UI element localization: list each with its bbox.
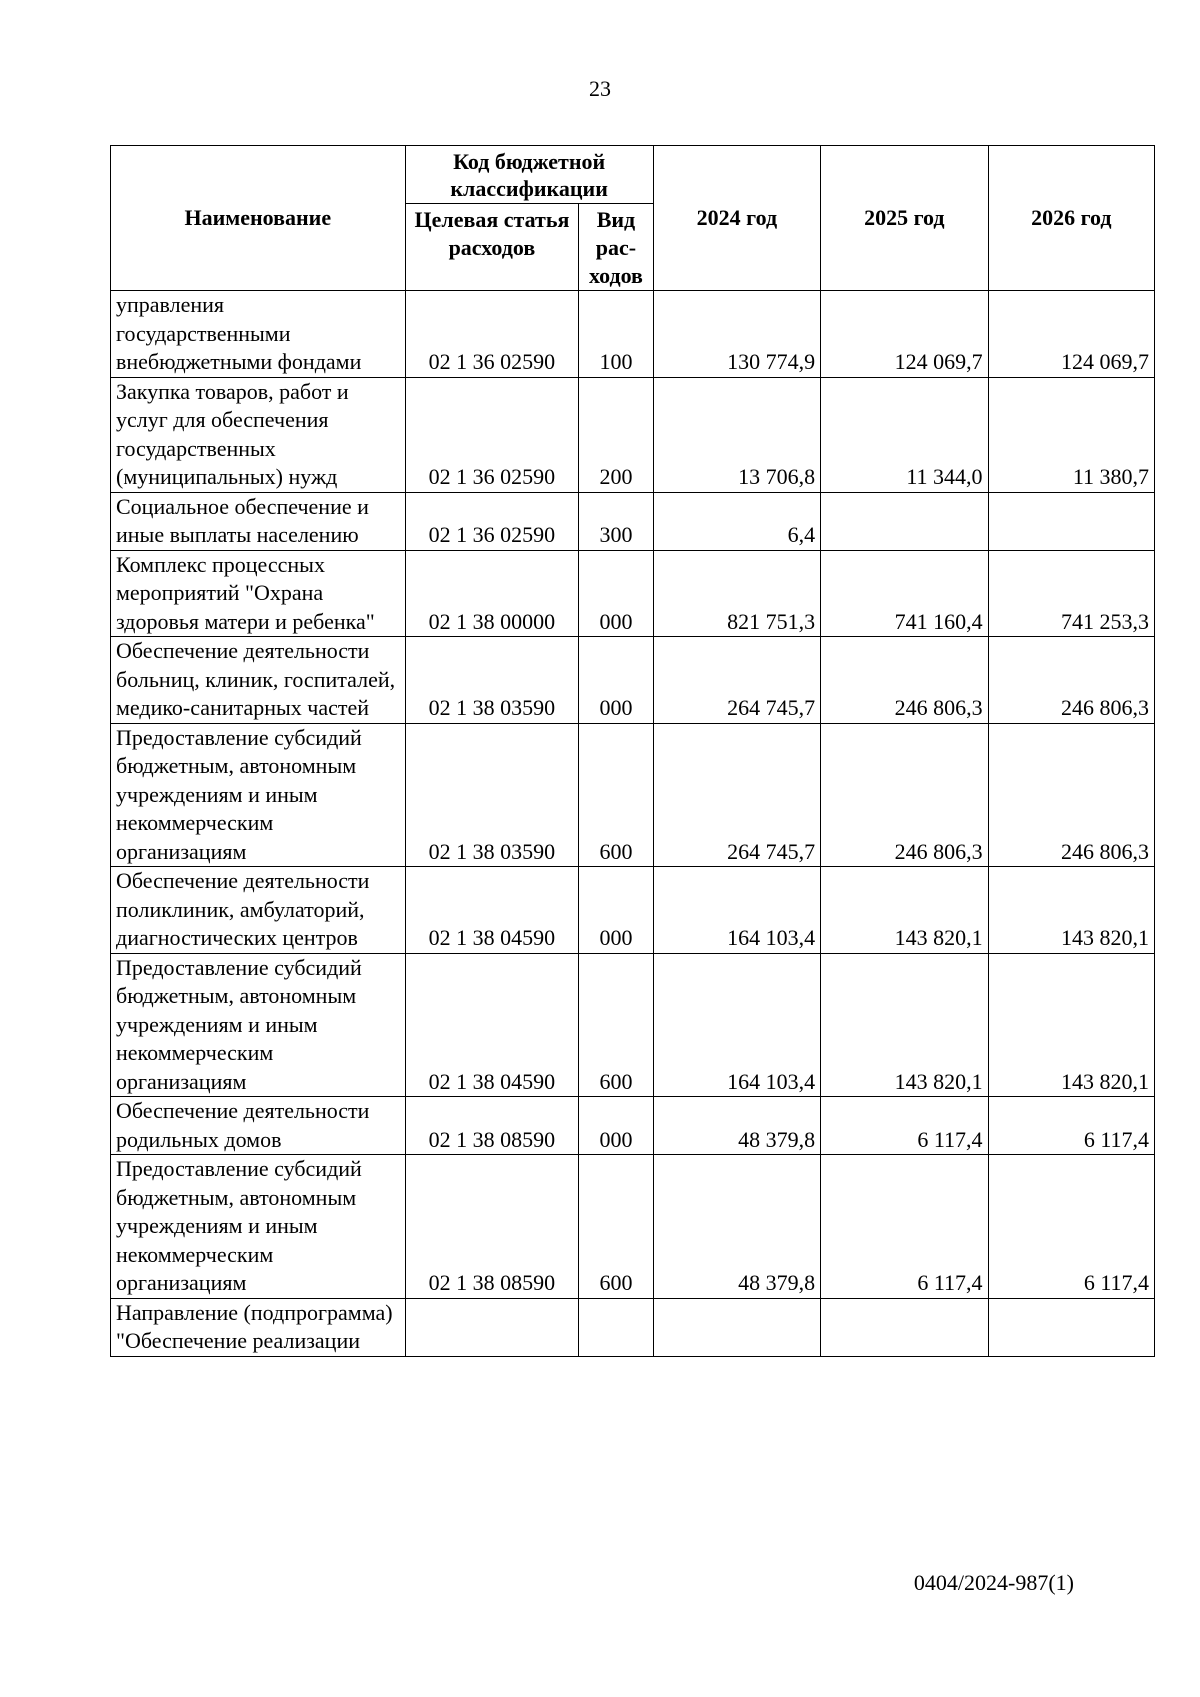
- row-value-2025: 143 820,1: [821, 953, 988, 1097]
- row-value-2025: 143 820,1: [821, 867, 988, 954]
- row-value-2025: [821, 492, 988, 550]
- row-value-2026: 124 069,7: [988, 291, 1154, 378]
- row-expense-type: 000: [579, 550, 653, 637]
- table-row: [111, 867, 1155, 954]
- row-value-2025: 124 069,7: [821, 291, 988, 378]
- header-budget-code: Код бюджетной классификации: [405, 146, 653, 204]
- row-expense-type: [579, 1298, 653, 1356]
- row-target-article: 02 1 36 02590: [405, 492, 579, 550]
- row-name: Предоставление субсидий бюджетным, автономным учреждениям и иным некоммерческим организациям: [111, 1155, 406, 1299]
- row-value-2026: 143 820,1: [988, 953, 1154, 1097]
- row-value-2025: 6 117,4: [821, 1097, 988, 1155]
- row-value-2025: [821, 1298, 988, 1356]
- row-expense-type: 600: [579, 1155, 653, 1299]
- row-name: Предоставление субсидий бюджетным, автономным учреждениям и иным некоммерческим организациям: [111, 723, 406, 867]
- row-value-2024: 48 379,8: [653, 1155, 820, 1299]
- row-value-2024: 13 706,8: [653, 377, 820, 492]
- row-expense-type: 200: [579, 377, 653, 492]
- row-expense-type: 100: [579, 291, 653, 378]
- row-expense-type: 000: [579, 867, 653, 954]
- row-name: Обеспечение деятельности поликлиник, амбулаторий, диагностических центров: [111, 867, 406, 954]
- table-row: [111, 550, 1155, 637]
- table-row: [111, 1155, 1155, 1299]
- row-value-2026: 6 117,4: [988, 1155, 1154, 1299]
- row-value-2025: 6 117,4: [821, 1155, 988, 1299]
- row-value-2024: 264 745,7: [653, 637, 820, 724]
- header-expense-type: Вид рас-ходов: [579, 204, 653, 291]
- row-value-2024: 6,4: [653, 492, 820, 550]
- row-name: Закупка товаров, работ и услуг для обеспечения государственных (муниципальных) нужд: [111, 377, 406, 492]
- table-row: [111, 492, 1155, 550]
- row-target-article: 02 1 38 03590: [405, 723, 579, 867]
- header-year-2026: 2026 год: [988, 146, 1154, 291]
- row-value-2026: 6 117,4: [988, 1097, 1154, 1155]
- row-name: управления государственными внебюджетными фондами: [111, 291, 406, 378]
- row-target-article: 02 1 38 08590: [405, 1097, 579, 1155]
- row-value-2024: 48 379,8: [653, 1097, 820, 1155]
- table-row: [111, 637, 1155, 724]
- row-name: Обеспечение деятельности родильных домов: [111, 1097, 406, 1155]
- row-value-2025: 11 344,0: [821, 377, 988, 492]
- row-name: Комплекс процессных мероприятий "Охрана здоровья матери и ребенка": [111, 550, 406, 637]
- row-name: Направление (подпрограмма) "Обеспечение реализации: [111, 1298, 406, 1356]
- row-expense-type: 000: [579, 1097, 653, 1155]
- row-target-article: 02 1 36 02590: [405, 377, 579, 492]
- table-row: [111, 1097, 1155, 1155]
- table-row: [111, 723, 1155, 867]
- budget-table: [110, 145, 1155, 1357]
- row-target-article: 02 1 36 02590: [405, 291, 579, 378]
- table-row: [111, 1298, 1155, 1356]
- row-value-2026: 143 820,1: [988, 867, 1154, 954]
- row-value-2024: 821 751,3: [653, 550, 820, 637]
- row-value-2025: 246 806,3: [821, 723, 988, 867]
- row-target-article: 02 1 38 04590: [405, 953, 579, 1097]
- table-row: [111, 291, 1155, 378]
- row-value-2024: 164 103,4: [653, 953, 820, 1097]
- table-row: [111, 377, 1155, 492]
- row-name: Предоставление субсидий бюджетным, автономным учреждениям и иным некоммерческим организациям: [111, 953, 406, 1097]
- row-target-article: 02 1 38 08590: [405, 1155, 579, 1299]
- row-expense-type: 600: [579, 723, 653, 867]
- row-target-article: [405, 1298, 579, 1356]
- row-value-2025: 246 806,3: [821, 637, 988, 724]
- header-name: Наименование: [111, 146, 406, 291]
- row-value-2026: 246 806,3: [988, 637, 1154, 724]
- row-expense-type: 600: [579, 953, 653, 1097]
- row-expense-type: 300: [579, 492, 653, 550]
- row-value-2026: [988, 492, 1154, 550]
- header-target-article: Целевая статья расходов: [405, 204, 579, 291]
- row-value-2026: [988, 1298, 1154, 1356]
- page-number: 23: [589, 76, 611, 101]
- table-row: [111, 953, 1155, 1097]
- row-expense-type: 000: [579, 637, 653, 724]
- row-value-2025: 741 160,4: [821, 550, 988, 637]
- row-value-2026: 11 380,7: [988, 377, 1154, 492]
- row-target-article: 02 1 38 00000: [405, 550, 579, 637]
- document-number: 0404/2024-987(1): [913, 1570, 1074, 1595]
- row-name: Обеспечение деятельности больниц, клиник, госпиталей, медико-санитарных частей: [111, 637, 406, 724]
- row-value-2024: 130 774,9: [653, 291, 820, 378]
- row-value-2026: 741 253,3: [988, 550, 1154, 637]
- header-year-2024: 2024 год: [653, 146, 820, 291]
- row-target-article: 02 1 38 03590: [405, 637, 579, 724]
- row-value-2024: 164 103,4: [653, 867, 820, 954]
- row-target-article: 02 1 38 04590: [405, 867, 579, 954]
- row-value-2026: 246 806,3: [988, 723, 1154, 867]
- row-value-2024: 264 745,7: [653, 723, 820, 867]
- row-value-2024: [653, 1298, 820, 1356]
- row-name: Социальное обеспечение и иные выплаты населению: [111, 492, 406, 550]
- header-year-2025: 2025 год: [821, 146, 988, 291]
